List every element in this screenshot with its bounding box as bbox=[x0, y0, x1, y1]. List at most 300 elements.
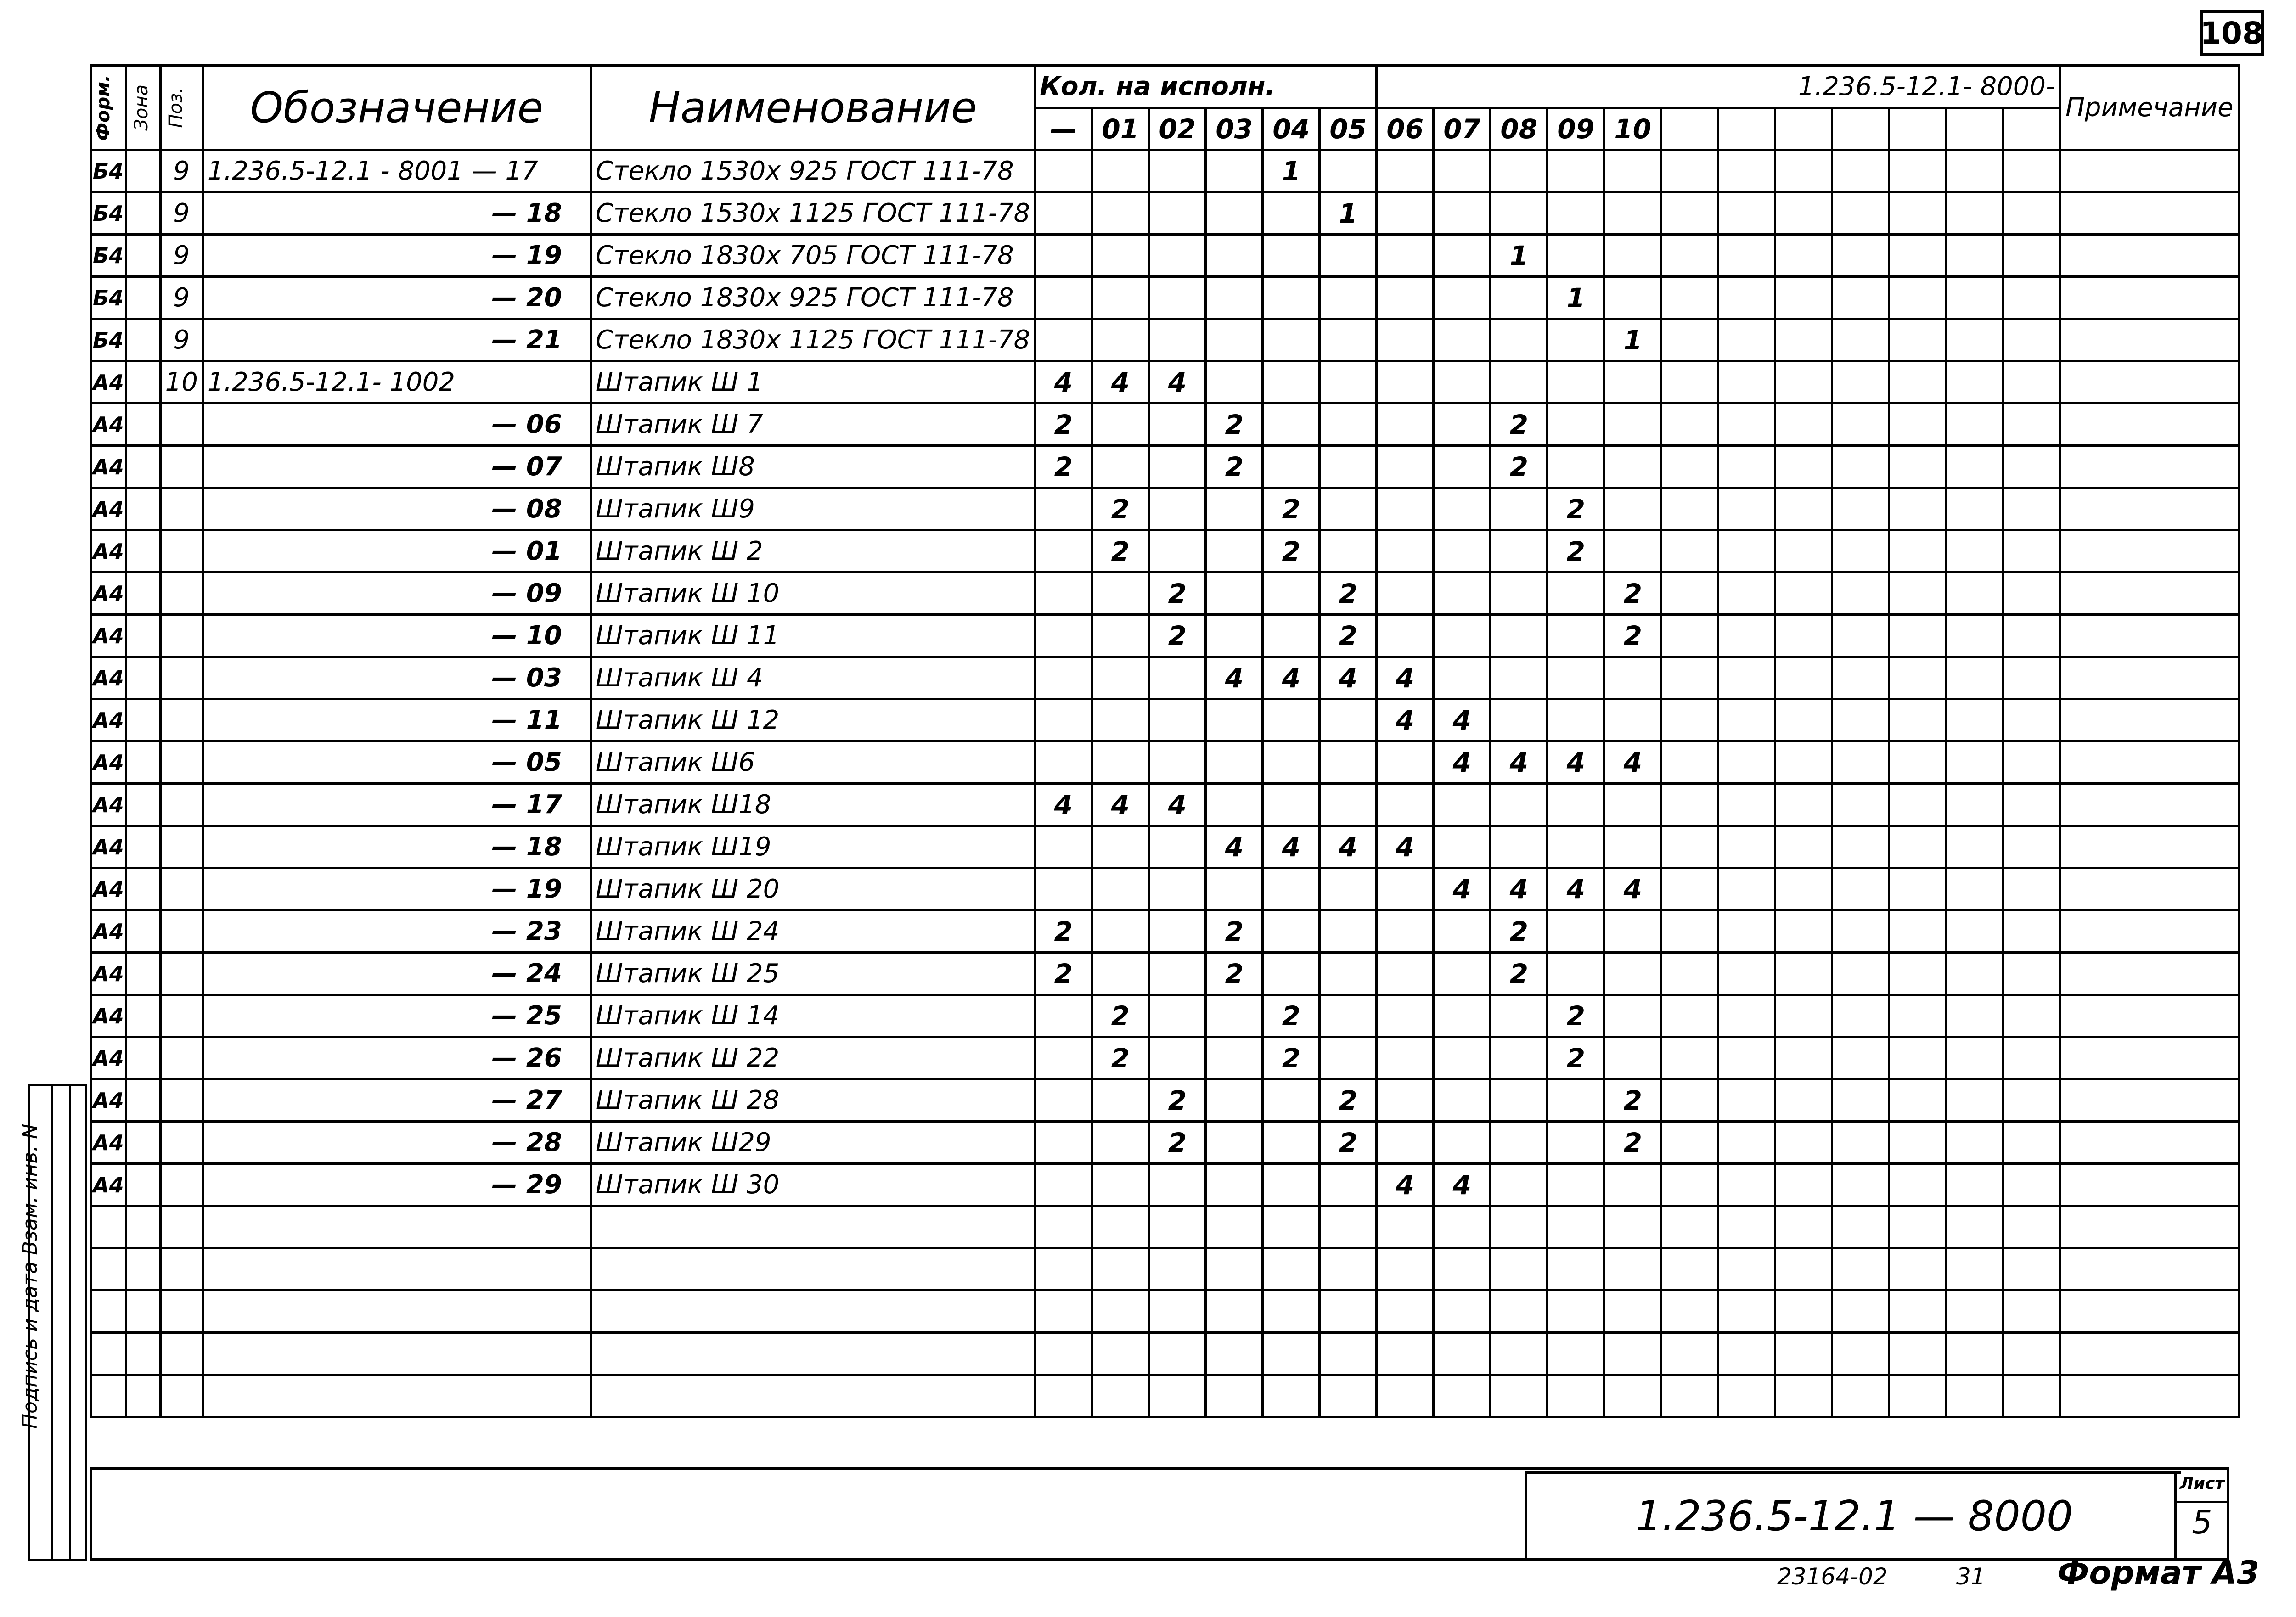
row-qty bbox=[1206, 530, 1263, 573]
row-qty bbox=[1092, 741, 1149, 784]
row-name: Штапик Ш 30 bbox=[591, 1164, 1035, 1206]
grid-cell bbox=[1775, 995, 1832, 1037]
row-qty bbox=[1434, 192, 1491, 235]
row-qty bbox=[1263, 192, 1320, 235]
empty-cell bbox=[1491, 1206, 1548, 1248]
grid-cell bbox=[1718, 657, 1775, 699]
grid-cell bbox=[1775, 910, 1832, 953]
empty-cell bbox=[1206, 1291, 1263, 1333]
row-qty bbox=[1263, 953, 1320, 995]
row-qty bbox=[1320, 446, 1377, 488]
grid-cell bbox=[1661, 1122, 1718, 1164]
row-name: Стекло 1830х 1125 ГОСТ 111-78 bbox=[591, 319, 1035, 361]
row-qty: 2 bbox=[1263, 488, 1320, 530]
row-remark bbox=[2060, 446, 2239, 488]
row-name: Штапик Ш 24 bbox=[591, 910, 1035, 953]
grid-cell bbox=[1718, 192, 1775, 235]
row-qty bbox=[1491, 615, 1548, 657]
row-qty bbox=[1434, 319, 1491, 361]
empty-cell bbox=[1832, 1206, 1889, 1248]
row-qty bbox=[1377, 1122, 1434, 1164]
empty-cell bbox=[1092, 1333, 1149, 1375]
row-pos bbox=[160, 1037, 203, 1079]
row-qty bbox=[1092, 1164, 1149, 1206]
row-qty bbox=[1548, 953, 1604, 995]
row-qty bbox=[1320, 530, 1377, 573]
empty-cell bbox=[2060, 1206, 2239, 1248]
row-pos: 9 bbox=[160, 319, 203, 361]
row-qty bbox=[1434, 953, 1491, 995]
empty-cell bbox=[126, 1206, 160, 1248]
empty-cell bbox=[2003, 1375, 2060, 1417]
grid-cell bbox=[1661, 953, 1718, 995]
grid-cell bbox=[1718, 615, 1775, 657]
grid-cell bbox=[1661, 699, 1718, 741]
empty-cell bbox=[1092, 1248, 1149, 1291]
grid-cell bbox=[1718, 910, 1775, 953]
row-qty bbox=[1263, 361, 1320, 404]
row-format: А4 bbox=[91, 1122, 126, 1164]
row-qty: 2 bbox=[1149, 615, 1206, 657]
row-name: Штапик Ш 7 bbox=[591, 404, 1035, 446]
grid-cell bbox=[1889, 826, 1946, 868]
grid-cell bbox=[1889, 446, 1946, 488]
row-remark bbox=[2060, 1079, 2239, 1122]
row-qty bbox=[1491, 657, 1548, 699]
empty-cell bbox=[1035, 1333, 1092, 1375]
row-pos bbox=[160, 741, 203, 784]
empty-cell bbox=[2060, 1248, 2239, 1291]
grid-cell bbox=[1661, 404, 1718, 446]
grid-cell bbox=[1889, 1037, 1946, 1079]
grid-cell bbox=[1889, 361, 1946, 404]
grid-cell bbox=[1718, 361, 1775, 404]
row-designation: — 21 bbox=[203, 319, 591, 361]
grid-cell bbox=[1889, 995, 1946, 1037]
row-name: Штапик Ш 2 bbox=[591, 530, 1035, 573]
empty-cell bbox=[1263, 1291, 1320, 1333]
row-zone bbox=[126, 361, 160, 404]
row-qty bbox=[1320, 235, 1377, 277]
row-qty: 4 bbox=[1035, 784, 1092, 826]
grid-cell bbox=[1889, 657, 1946, 699]
row-format: А4 bbox=[91, 488, 126, 530]
row-qty bbox=[1377, 530, 1434, 573]
row-format: Б4 bbox=[91, 150, 126, 192]
footer-num: 31 bbox=[1956, 1563, 1986, 1590]
grid-cell bbox=[1718, 277, 1775, 319]
row-qty bbox=[1548, 573, 1604, 615]
row-pos bbox=[160, 657, 203, 699]
grid-cell bbox=[1775, 1164, 1832, 1206]
row-format: А4 bbox=[91, 530, 126, 573]
row-qty: 2 bbox=[1263, 1037, 1320, 1079]
row-qty: 4 bbox=[1377, 1164, 1434, 1206]
row-format: А4 bbox=[91, 784, 126, 826]
row-qty bbox=[1035, 1037, 1092, 1079]
empty-cell bbox=[1832, 1248, 1889, 1291]
empty-row bbox=[91, 1206, 2239, 1248]
row-qty bbox=[1548, 615, 1604, 657]
grid-cell bbox=[1661, 910, 1718, 953]
grid-cell bbox=[1718, 404, 1775, 446]
row-qty bbox=[1206, 1037, 1263, 1079]
row-qty bbox=[1149, 910, 1206, 953]
grid-cell bbox=[1946, 319, 2003, 361]
row-qty bbox=[1206, 741, 1263, 784]
grid-cell bbox=[1718, 741, 1775, 784]
row-zone bbox=[126, 573, 160, 615]
grid-cell bbox=[2003, 150, 2060, 192]
grid-cell bbox=[1946, 108, 2003, 150]
grid-cell bbox=[2003, 488, 2060, 530]
row-pos bbox=[160, 404, 203, 446]
empty-cell bbox=[1548, 1291, 1604, 1333]
row-qty bbox=[1548, 361, 1604, 404]
row-qty bbox=[1548, 784, 1604, 826]
grid-cell bbox=[2003, 192, 2060, 235]
empty-cell bbox=[1604, 1206, 1661, 1248]
table-row bbox=[91, 235, 2239, 277]
row-qty bbox=[1604, 404, 1661, 446]
row-qty: 2 bbox=[1320, 1079, 1377, 1122]
table-row bbox=[91, 657, 2239, 699]
row-format: А4 bbox=[91, 868, 126, 910]
grid-cell bbox=[1946, 995, 2003, 1037]
row-qty bbox=[1206, 277, 1263, 319]
grid-cell bbox=[1832, 699, 1889, 741]
row-qty bbox=[1491, 361, 1548, 404]
grid-cell bbox=[1775, 573, 1832, 615]
empty-cell bbox=[1263, 1248, 1320, 1291]
grid-cell bbox=[2003, 995, 2060, 1037]
row-remark bbox=[2060, 1164, 2239, 1206]
row-qty bbox=[1263, 741, 1320, 784]
row-designation: — 10 bbox=[203, 615, 591, 657]
grid-cell bbox=[2003, 277, 2060, 319]
grid-cell bbox=[1889, 868, 1946, 910]
table-row bbox=[91, 361, 2239, 404]
row-qty bbox=[1320, 699, 1377, 741]
row-pos: 10 bbox=[160, 361, 203, 404]
row-qty bbox=[1604, 910, 1661, 953]
grid-cell bbox=[1661, 235, 1718, 277]
grid-cell bbox=[1832, 361, 1889, 404]
row-qty bbox=[1604, 446, 1661, 488]
row-qty bbox=[1604, 361, 1661, 404]
row-qty bbox=[1149, 277, 1206, 319]
grid-cell bbox=[1889, 488, 1946, 530]
row-qty bbox=[1604, 488, 1661, 530]
grid-cell bbox=[1775, 699, 1832, 741]
empty-cell bbox=[1548, 1375, 1604, 1417]
grid-cell bbox=[1775, 319, 1832, 361]
row-qty bbox=[1035, 530, 1092, 573]
row-qty: 4 bbox=[1263, 657, 1320, 699]
grid-cell bbox=[1946, 910, 2003, 953]
grid-cell bbox=[1661, 573, 1718, 615]
row-remark bbox=[2060, 319, 2239, 361]
empty-cell bbox=[1775, 1291, 1832, 1333]
empty-cell bbox=[1661, 1206, 1718, 1248]
empty-cell bbox=[1889, 1291, 1946, 1333]
row-zone bbox=[126, 404, 160, 446]
empty-cell bbox=[160, 1291, 203, 1333]
empty-cell bbox=[2003, 1206, 2060, 1248]
row-qty bbox=[1320, 868, 1377, 910]
row-qty: 2 bbox=[1092, 530, 1149, 573]
grid-cell bbox=[1832, 995, 1889, 1037]
row-qty bbox=[1491, 995, 1548, 1037]
row-remark bbox=[2060, 995, 2239, 1037]
row-qty bbox=[1377, 953, 1434, 995]
row-qty bbox=[1035, 573, 1092, 615]
row-qty bbox=[1092, 1079, 1149, 1122]
grid-cell bbox=[2003, 868, 2060, 910]
row-designation: 1.236.5-12.1- 1002 bbox=[203, 361, 591, 404]
empty-cell bbox=[1548, 1333, 1604, 1375]
grid-cell bbox=[1718, 826, 1775, 868]
row-name: Стекло 1530х 1125 ГОСТ 111-78 bbox=[591, 192, 1035, 235]
grid-cell bbox=[2003, 404, 2060, 446]
grid-cell bbox=[1889, 319, 1946, 361]
empty-cell bbox=[1149, 1375, 1206, 1417]
grid-cell bbox=[1718, 784, 1775, 826]
empty-cell bbox=[1092, 1375, 1149, 1417]
row-designation: — 26 bbox=[203, 1037, 591, 1079]
grid-cell bbox=[1946, 404, 2003, 446]
grid-cell bbox=[1775, 192, 1832, 235]
row-pos: 9 bbox=[160, 235, 203, 277]
grid-cell bbox=[1946, 741, 2003, 784]
row-zone bbox=[126, 277, 160, 319]
grid-cell bbox=[1832, 1164, 1889, 1206]
empty-cell bbox=[1889, 1333, 1946, 1375]
row-pos: 9 bbox=[160, 192, 203, 235]
row-qty bbox=[1149, 741, 1206, 784]
grid-cell bbox=[1946, 192, 2003, 235]
row-pos bbox=[160, 953, 203, 995]
grid-cell bbox=[1661, 108, 1718, 150]
row-name: Штапик Ш 14 bbox=[591, 995, 1035, 1037]
grid-cell bbox=[1832, 150, 1889, 192]
table-row bbox=[91, 868, 2239, 910]
grid-cell bbox=[2003, 1037, 2060, 1079]
execution-header: 07 bbox=[1434, 108, 1491, 150]
row-qty bbox=[1035, 319, 1092, 361]
row-qty bbox=[1434, 1037, 1491, 1079]
row-qty bbox=[1092, 192, 1149, 235]
row-qty bbox=[1092, 404, 1149, 446]
row-name: Штапик Ш 28 bbox=[591, 1079, 1035, 1122]
grid-cell bbox=[2003, 826, 2060, 868]
row-qty: 4 bbox=[1092, 361, 1149, 404]
row-name: Штапик Ш9 bbox=[591, 488, 1035, 530]
execution-header: — bbox=[1035, 108, 1092, 150]
grid-cell bbox=[1832, 108, 1889, 150]
grid-cell bbox=[1775, 615, 1832, 657]
empty-cell bbox=[91, 1248, 126, 1291]
row-designation: — 05 bbox=[203, 741, 591, 784]
row-qty bbox=[1149, 995, 1206, 1037]
row-qty bbox=[1149, 192, 1206, 235]
row-qty bbox=[1092, 573, 1149, 615]
row-qty: 2 bbox=[1206, 404, 1263, 446]
row-qty bbox=[1548, 446, 1604, 488]
row-qty bbox=[1263, 1122, 1320, 1164]
empty-cell bbox=[203, 1248, 591, 1291]
grid-cell bbox=[1661, 361, 1718, 404]
row-pos: 9 bbox=[160, 150, 203, 192]
grid-cell bbox=[1832, 910, 1889, 953]
grid-cell bbox=[1775, 446, 1832, 488]
empty-cell bbox=[1263, 1333, 1320, 1375]
empty-cell bbox=[1434, 1248, 1491, 1291]
row-remark bbox=[2060, 657, 2239, 699]
row-qty bbox=[1263, 1079, 1320, 1122]
header-name: Наименование bbox=[591, 66, 1035, 150]
row-qty bbox=[1377, 150, 1434, 192]
grid-cell bbox=[1946, 868, 2003, 910]
empty-cell bbox=[1092, 1291, 1149, 1333]
row-qty: 2 bbox=[1149, 1079, 1206, 1122]
empty-cell bbox=[91, 1291, 126, 1333]
grid-cell bbox=[1661, 741, 1718, 784]
grid-cell bbox=[1889, 910, 1946, 953]
empty-cell bbox=[1604, 1291, 1661, 1333]
empty-cell bbox=[1946, 1248, 2003, 1291]
row-qty bbox=[1149, 826, 1206, 868]
row-qty: 1 bbox=[1548, 277, 1604, 319]
row-name: Стекло 1530х 925 ГОСТ 111-78 bbox=[591, 150, 1035, 192]
grid-cell bbox=[1889, 699, 1946, 741]
row-zone bbox=[126, 1079, 160, 1122]
empty-cell bbox=[1320, 1206, 1377, 1248]
row-zone bbox=[126, 657, 160, 699]
row-zone bbox=[126, 699, 160, 741]
row-name: Штапик Ш 1 bbox=[591, 361, 1035, 404]
grid-cell bbox=[2003, 615, 2060, 657]
sheet-number: 108 bbox=[2200, 10, 2264, 56]
empty-cell bbox=[1661, 1333, 1718, 1375]
row-qty bbox=[1491, 826, 1548, 868]
table-row bbox=[91, 530, 2239, 573]
table-row bbox=[91, 1164, 2239, 1206]
row-zone bbox=[126, 953, 160, 995]
grid-cell bbox=[1661, 615, 1718, 657]
grid-cell bbox=[1718, 235, 1775, 277]
grid-cell bbox=[1889, 953, 1946, 995]
empty-cell bbox=[2003, 1291, 2060, 1333]
row-qty bbox=[1035, 150, 1092, 192]
grid-cell bbox=[1718, 446, 1775, 488]
empty-cell bbox=[91, 1333, 126, 1375]
row-qty bbox=[1206, 699, 1263, 741]
row-qty bbox=[1377, 446, 1434, 488]
row-qty bbox=[1377, 910, 1434, 953]
row-qty bbox=[1092, 953, 1149, 995]
empty-cell bbox=[1718, 1291, 1775, 1333]
row-qty bbox=[1206, 235, 1263, 277]
empty-row bbox=[91, 1333, 2239, 1375]
grid-cell bbox=[1832, 488, 1889, 530]
row-qty bbox=[1206, 615, 1263, 657]
row-qty: 4 bbox=[1149, 784, 1206, 826]
row-remark bbox=[2060, 615, 2239, 657]
row-qty bbox=[1035, 192, 1092, 235]
row-qty bbox=[1548, 657, 1604, 699]
grid-cell bbox=[1889, 573, 1946, 615]
row-format: Б4 bbox=[91, 277, 126, 319]
row-qty bbox=[1377, 615, 1434, 657]
row-qty: 2 bbox=[1149, 1122, 1206, 1164]
row-designation: — 19 bbox=[203, 868, 591, 910]
row-pos bbox=[160, 995, 203, 1037]
empty-cell bbox=[91, 1375, 126, 1417]
row-qty bbox=[1491, 277, 1548, 319]
row-qty: 4 bbox=[1434, 868, 1491, 910]
row-qty bbox=[1206, 1164, 1263, 1206]
grid-cell bbox=[1661, 995, 1718, 1037]
row-qty bbox=[1548, 826, 1604, 868]
row-qty bbox=[1434, 404, 1491, 446]
row-qty bbox=[1263, 910, 1320, 953]
row-qty bbox=[1035, 826, 1092, 868]
grid-cell bbox=[1832, 573, 1889, 615]
row-name: Штапик Ш 4 bbox=[591, 657, 1035, 699]
grid-cell bbox=[1946, 1164, 2003, 1206]
row-qty bbox=[1206, 150, 1263, 192]
row-pos bbox=[160, 910, 203, 953]
row-qty bbox=[1263, 699, 1320, 741]
empty-cell bbox=[1604, 1375, 1661, 1417]
grid-cell bbox=[1946, 530, 2003, 573]
empty-cell bbox=[591, 1248, 1035, 1291]
grid-cell bbox=[1661, 446, 1718, 488]
row-name: Штапик Ш 12 bbox=[591, 699, 1035, 741]
grid-cell bbox=[1832, 741, 1889, 784]
row-qty: 2 bbox=[1206, 953, 1263, 995]
row-qty bbox=[1035, 1079, 1092, 1122]
row-qty: 4 bbox=[1263, 826, 1320, 868]
row-qty bbox=[1434, 1122, 1491, 1164]
row-qty: 4 bbox=[1434, 741, 1491, 784]
row-qty bbox=[1548, 1079, 1604, 1122]
table-row bbox=[91, 573, 2239, 615]
row-format: А4 bbox=[91, 446, 126, 488]
row-qty bbox=[1206, 573, 1263, 615]
row-designation: — 25 bbox=[203, 995, 591, 1037]
empty-cell bbox=[1718, 1248, 1775, 1291]
grid-cell bbox=[2003, 1164, 2060, 1206]
row-qty bbox=[1434, 995, 1491, 1037]
row-pos bbox=[160, 868, 203, 910]
empty-cell bbox=[1206, 1375, 1263, 1417]
row-zone bbox=[126, 910, 160, 953]
row-qty bbox=[1035, 615, 1092, 657]
empty-cell bbox=[203, 1291, 591, 1333]
row-qty: 1 bbox=[1263, 150, 1320, 192]
row-qty: 2 bbox=[1491, 910, 1548, 953]
empty-cell bbox=[203, 1333, 591, 1375]
footer-format: Формат А3 bbox=[2057, 1554, 2259, 1592]
grid-cell bbox=[1946, 953, 2003, 995]
grid-cell bbox=[2003, 910, 2060, 953]
grid-cell bbox=[1775, 488, 1832, 530]
grid-cell bbox=[1889, 1079, 1946, 1122]
row-qty bbox=[1149, 319, 1206, 361]
row-qty bbox=[1377, 235, 1434, 277]
